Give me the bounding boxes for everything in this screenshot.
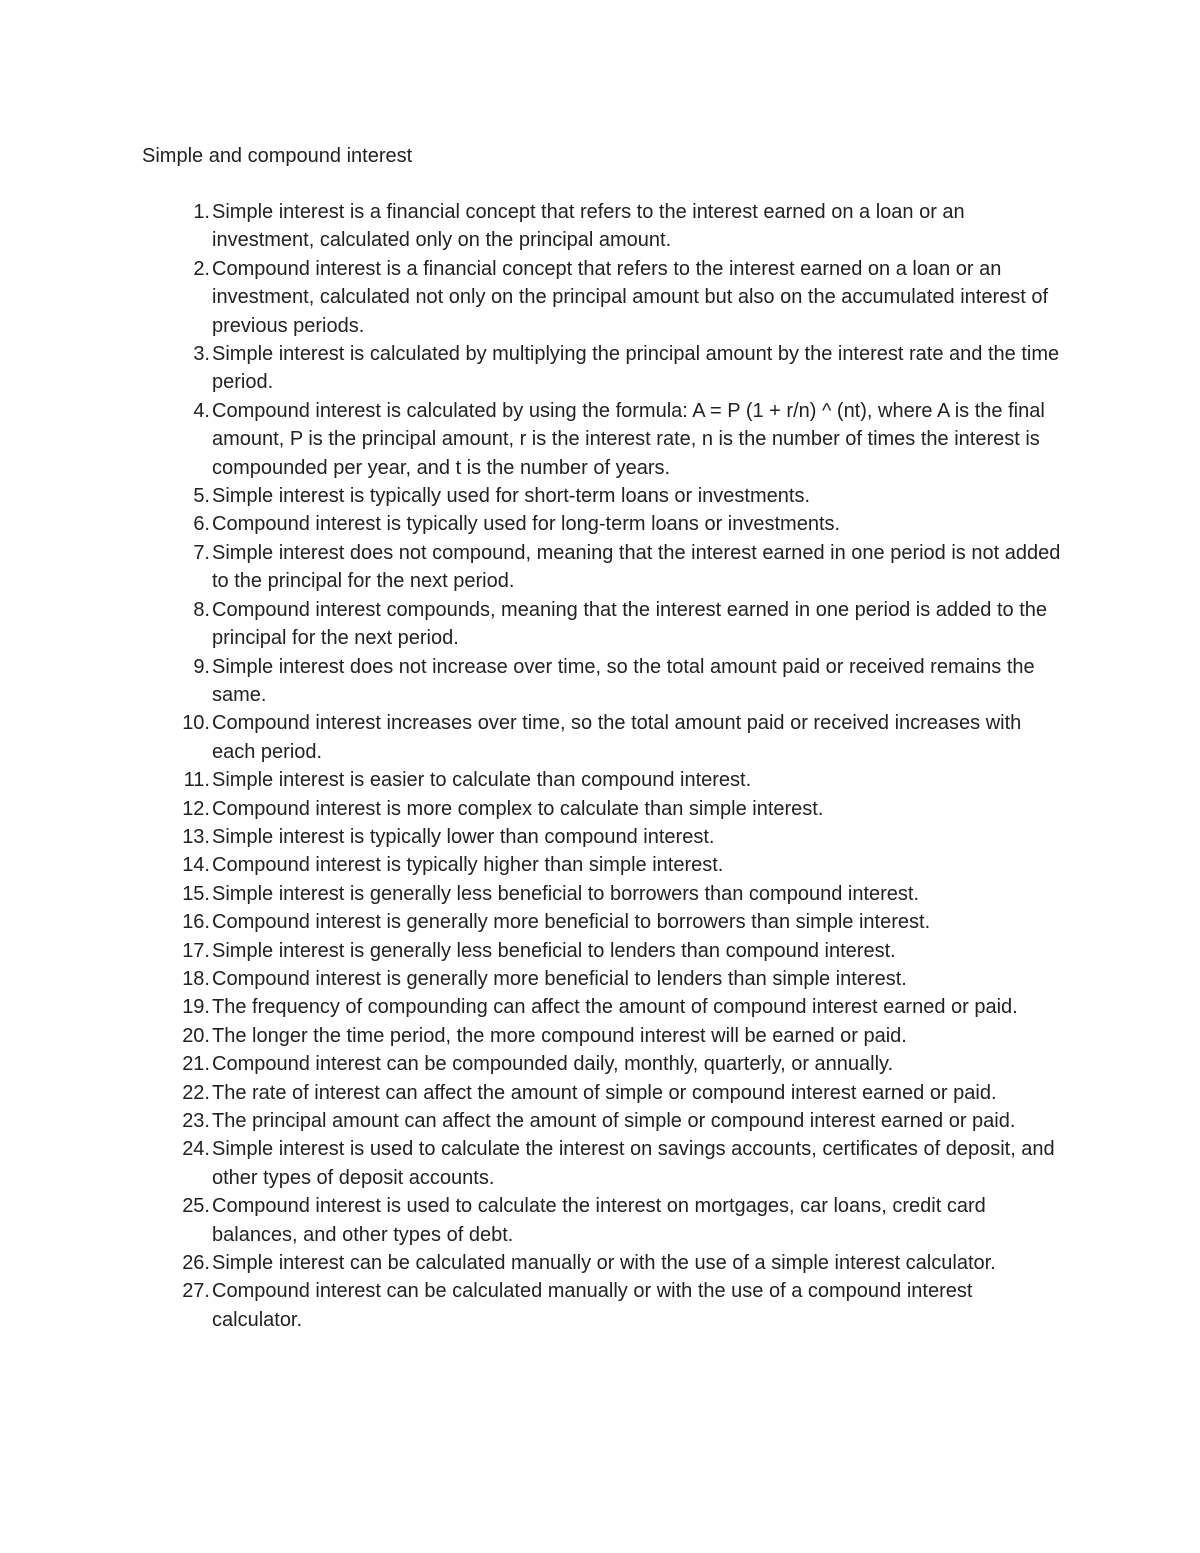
list-item-text: Simple interest is a financial concept that refers to the interest earned on a loan or an investment, calculated only on the principal amount. xyxy=(212,201,965,252)
list-item-text: Simple interest does not compound, meaning that the interest earned in one period is not added to the principal for the next period. xyxy=(212,541,1061,593)
list-item-number-label: 7. xyxy=(193,541,210,564)
list-item xyxy=(142,198,1066,255)
list-item-number xyxy=(142,1277,212,1305)
list-item xyxy=(142,993,1066,1021)
list-item-number xyxy=(142,823,212,851)
list-item-number-label: 26. xyxy=(182,1252,210,1275)
list-item-number-label: 11. xyxy=(183,769,210,792)
list-item-number-label: 17. xyxy=(182,939,210,962)
list-item-number xyxy=(142,198,212,226)
list-item xyxy=(142,1107,1066,1135)
list-item-number-label: 10. xyxy=(182,712,210,735)
list-item-number xyxy=(142,795,212,823)
list-item-number xyxy=(142,1135,212,1163)
list-item xyxy=(142,851,1066,879)
list-item-text: Compound interest is more complex to calculate than simple interest. xyxy=(212,797,824,820)
list-item-number-label: 25. xyxy=(182,1195,210,1218)
list-item xyxy=(142,823,1066,851)
list-item-number xyxy=(142,965,212,993)
list-item xyxy=(142,965,1066,993)
list-item-number-label: 2. xyxy=(193,257,210,280)
list-item-number-label: 18. xyxy=(182,967,210,990)
list-item-text: Simple interest is easier to calculate than compound interest. xyxy=(212,769,752,792)
list-item-number-label: 20. xyxy=(182,1024,210,1047)
list-item-text: Compound interest can be compounded daily, monthly, quarterly, or annually. xyxy=(212,1053,894,1076)
list-item-number-label: 12. xyxy=(182,797,210,820)
list-item xyxy=(142,596,1066,653)
list-item xyxy=(142,937,1066,965)
list-item xyxy=(142,880,1066,908)
list-item-number xyxy=(142,653,212,681)
list-item-number-label: 13. xyxy=(182,825,210,848)
list-item-number xyxy=(142,993,212,1021)
list-item xyxy=(142,510,1066,538)
list-item-number-label: 24. xyxy=(182,1138,210,1161)
list-item-text: Simple interest can be calculated manually or with the use of a simple interest calculator. xyxy=(212,1252,996,1275)
list-item-text: Simple interest is generally less beneficial to borrowers than compound interest. xyxy=(212,882,920,905)
list-item xyxy=(142,1249,1066,1277)
list-item-number xyxy=(142,1022,212,1050)
list-item-number xyxy=(142,1249,212,1277)
list-item-number-label: 19. xyxy=(182,996,210,1019)
list-item-text: Compound interest is a financial concept that refers to the interest earned on a loan or an investment, calculated not only on the principal amount but also on the accumulated interest of previous periods. xyxy=(212,257,1049,337)
list-item-text: Simple interest does not increase over time, so the total amount paid or received remains the same. xyxy=(212,655,1035,706)
list-item xyxy=(142,340,1066,397)
list-item xyxy=(142,1050,1066,1078)
list-item-number-label: 1. xyxy=(193,201,210,223)
list-item-number-label: 14. xyxy=(182,854,210,877)
list-item-text: Compound interest is calculated by using the formula: A = P (1 + r/n) ^ (nt), where A is the final amount, P is the principal amount, r is the interest rate, n is the number of times the interest is compounded per year, and t is the number of years. xyxy=(212,399,1045,479)
list-item-number xyxy=(142,1079,212,1107)
list-item-number xyxy=(142,255,212,283)
list-item xyxy=(142,1079,1066,1107)
list-item-text: Compound interest is generally more beneficial to lenders than simple interest. xyxy=(212,967,907,990)
numbered-list xyxy=(142,198,1066,1334)
list-item-number-label: 5. xyxy=(193,485,210,508)
list-item xyxy=(142,709,1066,766)
list-item-text: Compound interest increases over time, so the total amount paid or received increases with each period. xyxy=(212,712,1022,763)
list-item-number-label: 16. xyxy=(182,911,210,934)
list-item xyxy=(142,795,1066,823)
list-item-number xyxy=(142,539,212,567)
list-item xyxy=(142,482,1066,510)
list-item-number xyxy=(142,340,212,368)
list-item xyxy=(142,653,1066,710)
list-item-number xyxy=(142,482,212,510)
list-item xyxy=(142,766,1066,794)
list-item-number xyxy=(142,1192,212,1220)
list-item-text: Simple interest is generally less beneficial to lenders than compound interest. xyxy=(212,939,896,962)
list-item-number-label: 23. xyxy=(182,1110,210,1132)
list-item-text: The principal amount can affect the amount of simple or compound interest earned or paid. xyxy=(212,1110,1016,1132)
list-item-number-label: 8. xyxy=(193,598,210,621)
document-title: Simple and compound interest xyxy=(142,145,413,167)
list-item-number xyxy=(142,851,212,879)
list-item-number xyxy=(142,596,212,624)
list-item-number xyxy=(142,709,212,737)
list-item-text: Compound interest is used to calculate the interest on mortgages, car loans, credit card balances, and other types of debt. xyxy=(212,1195,986,1246)
list-item-number xyxy=(142,1050,212,1078)
list-item xyxy=(142,1135,1066,1192)
list-item-number xyxy=(142,880,212,908)
list-item xyxy=(142,1277,1066,1334)
list-item-text: Simple interest is typically used for short-term loans or investments. xyxy=(212,485,810,508)
list-item xyxy=(142,255,1066,340)
list-item-text: Simple interest is used to calculate the interest on savings accounts, certificates of deposit, and other types of deposit accounts. xyxy=(212,1138,1055,1189)
list-item xyxy=(142,539,1066,596)
list-item-text: Simple interest is typically lower than compound interest. xyxy=(212,825,715,848)
list-item-number-label: 9. xyxy=(193,655,210,678)
list-item-text: Compound interest is generally more beneficial to borrowers than simple interest. xyxy=(212,911,931,934)
list-item-number-label: 21. xyxy=(182,1053,210,1076)
list-item-text: Compound interest is typically used for long-term loans or investments. xyxy=(212,513,841,536)
list-item-text: Simple interest is calculated by multiplying the principal amount by the interest rate and the time period. xyxy=(212,343,1060,394)
list-item-text: The rate of interest can affect the amount of simple or compound interest earned or paid. xyxy=(212,1081,997,1104)
list-item-text: Compound interest can be calculated manually or with the use of a compound interest calculator. xyxy=(212,1280,973,1331)
list-item-number xyxy=(142,397,212,425)
list-item-number xyxy=(142,908,212,936)
list-item-text: Compound interest is typically higher than simple interest. xyxy=(212,854,724,877)
list-item-number-label: 22. xyxy=(182,1081,210,1104)
list-item-text: The frequency of compounding can affect the amount of compound interest earned or paid. xyxy=(212,996,1018,1019)
list-item xyxy=(142,397,1066,482)
list-item-number-label: 6. xyxy=(193,513,210,536)
list-item-number xyxy=(142,1107,212,1135)
list-item-text: The longer the time period, the more compound interest will be earned or paid. xyxy=(212,1024,907,1047)
list-item-number xyxy=(142,766,212,794)
list-item-number xyxy=(142,937,212,965)
list-item-text: Compound interest compounds, meaning that the interest earned in one period is added to the principal for the next period. xyxy=(212,598,1047,650)
list-item-number-label: 27. xyxy=(182,1280,210,1303)
list-item-number-label: 15. xyxy=(182,882,210,905)
list-item-number-label: 4. xyxy=(193,399,210,422)
list-item-number-label: 3. xyxy=(193,343,210,366)
list-item xyxy=(142,1022,1066,1050)
list-item xyxy=(142,1192,1066,1249)
list-item-number xyxy=(142,510,212,538)
list-item xyxy=(142,908,1066,936)
